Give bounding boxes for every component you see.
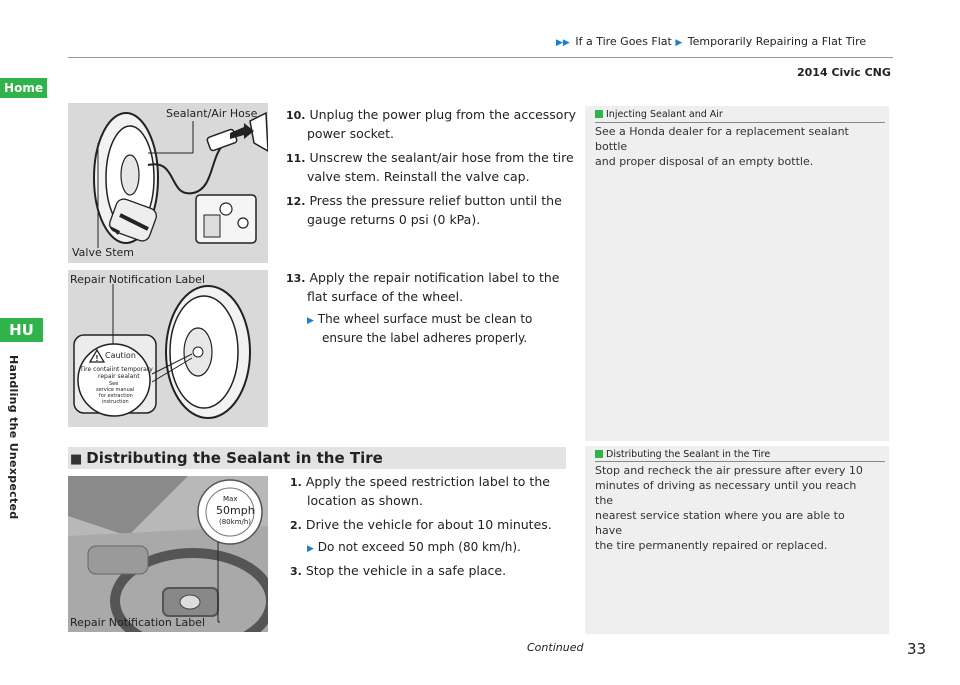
step-text-cont: flat surface of the wheel.: [307, 289, 464, 304]
step-number: 10.: [286, 109, 306, 122]
caution-text: Caution: [105, 351, 136, 360]
sidebar-line: minutes of driving as necessary until you reach the: [595, 479, 857, 507]
wheel-label-illustration: [68, 270, 268, 427]
breadcrumb: [556, 35, 866, 48]
step-12: [286, 192, 576, 229]
tire-compressor-illustration: [68, 103, 268, 263]
step-13-note: [286, 311, 576, 347]
step-10: [286, 106, 576, 143]
speed-label-max: Max: [223, 495, 238, 503]
sidebar-note-body: [595, 124, 873, 169]
sidebar-line: Stop and recheck the air pressure after every 10: [595, 464, 863, 477]
step-number: 2.: [290, 519, 302, 532]
speed-label-mph: 50mph: [216, 504, 255, 517]
sidebar-divider: [595, 461, 885, 462]
label-line-5: for extraction: [99, 393, 133, 399]
step-text: Apply the speed restriction label to the: [305, 474, 550, 489]
sidebar-line: and proper disposal of an empty bottle.: [595, 155, 814, 168]
step-1: [290, 473, 575, 510]
section-title: Distributing the Sealant in the Tire: [86, 449, 383, 467]
triangle-right-icon: ▶: [675, 38, 683, 48]
sidebar-note-injecting: [585, 106, 889, 441]
step-text-cont: power socket.: [307, 126, 394, 141]
step-text-cont: gauge returns 0 psi (0 kPa).: [307, 212, 481, 227]
figure-repair-label: [68, 270, 268, 427]
chapter-tab[interactable]: HU: [0, 318, 43, 342]
step-number: 13.: [286, 272, 306, 285]
step-text: Apply the repair notification label to the: [309, 270, 560, 285]
step-number: 1.: [290, 476, 302, 489]
continued-label: Continued: [527, 641, 584, 654]
square-bullet-icon: ■: [70, 452, 83, 467]
sidebar-line: nearest service station where you are able to have: [595, 509, 845, 537]
header-divider: [68, 57, 893, 58]
step-text-cont: location as shown.: [307, 493, 423, 508]
sidebar-title-text: Injecting Sealant and Air: [606, 109, 723, 120]
reference-icon: [595, 450, 603, 458]
sidebar-divider: [595, 122, 885, 123]
sidebar-note-title: [595, 109, 723, 120]
speed-label-kmh: (80km/h): [219, 518, 252, 526]
label-repair-notification: Repair Notification Label: [70, 616, 206, 629]
triangle-right-icon: ▶▶: [556, 38, 570, 48]
sidebar-line: See a Honda dealer for a replacement sealant bottle: [595, 125, 849, 153]
step-2: [290, 516, 575, 558]
label-sealant-air-hose: Sealant/Air Hose: [166, 107, 258, 120]
breadcrumb-item-1[interactable]: If a Tire Goes Flat: [575, 35, 672, 48]
steps-list-bottom: [290, 473, 575, 581]
label-line-3: See: [109, 381, 119, 387]
section-tab[interactable]: [4, 355, 20, 555]
sidebar-note-distributing: [585, 446, 889, 634]
section-tab-label: Handling the Unexpected: [7, 355, 20, 520]
dashboard-illustration: [68, 476, 268, 632]
step-number: 11.: [286, 152, 306, 165]
note-text-cont: ensure the label adheres properly.: [322, 331, 528, 345]
step-text: Unplug the power plug from the accessory: [309, 107, 576, 122]
sidebar-note-body: [595, 463, 873, 553]
label-line-6: instruction: [102, 399, 129, 405]
sidebar-line: the tire permanently repaired or replaced.: [595, 539, 828, 552]
page-number: 33: [907, 640, 927, 658]
note-text: The wheel surface must be clean to: [317, 312, 533, 326]
step-text: Drive the vehicle for about 10 minutes.: [305, 517, 552, 532]
steps-list-top: [286, 106, 576, 229]
figure-speed-label: [68, 476, 268, 632]
step-11: [286, 149, 576, 186]
step-number: 12.: [286, 195, 306, 208]
sidebar-note-title: [595, 449, 770, 460]
step-3: [290, 562, 575, 581]
label-line-4: service manual: [96, 387, 135, 393]
figure-sealant-hose: [68, 103, 268, 263]
triangle-right-icon: ▶: [307, 544, 314, 554]
label-line-2: repair sealant: [98, 373, 140, 380]
step-text: Unscrew the sealant/air hose from the tire: [309, 150, 574, 165]
triangle-right-icon: ▶: [307, 316, 314, 326]
model-name: 2014 Civic CNG: [797, 66, 891, 79]
reference-icon: [595, 110, 603, 118]
svg-text:!: !: [95, 354, 99, 363]
step-text: Stop the vehicle in a safe place.: [305, 563, 507, 578]
label-repair-notification: Repair Notification Label: [70, 273, 206, 286]
note-text: Do not exceed 50 mph (80 km/h).: [317, 540, 521, 554]
step-number: 3.: [290, 565, 302, 578]
step-2-note: [290, 539, 575, 558]
breadcrumb-item-2[interactable]: Temporarily Repairing a Flat Tire: [687, 35, 867, 48]
home-tab[interactable]: Home: [0, 78, 47, 98]
label-line-1: Tire contaiint temporary: [80, 366, 153, 373]
step-text-cont: valve stem. Reinstall the valve cap.: [307, 169, 530, 184]
sidebar-title-text: Distributing the Sealant in the Tire: [606, 449, 771, 460]
section-heading: [68, 447, 566, 469]
step-13: [286, 269, 576, 347]
label-valve-stem: Valve Stem: [72, 246, 135, 259]
step-text: Press the pressure relief button until the: [309, 193, 562, 208]
